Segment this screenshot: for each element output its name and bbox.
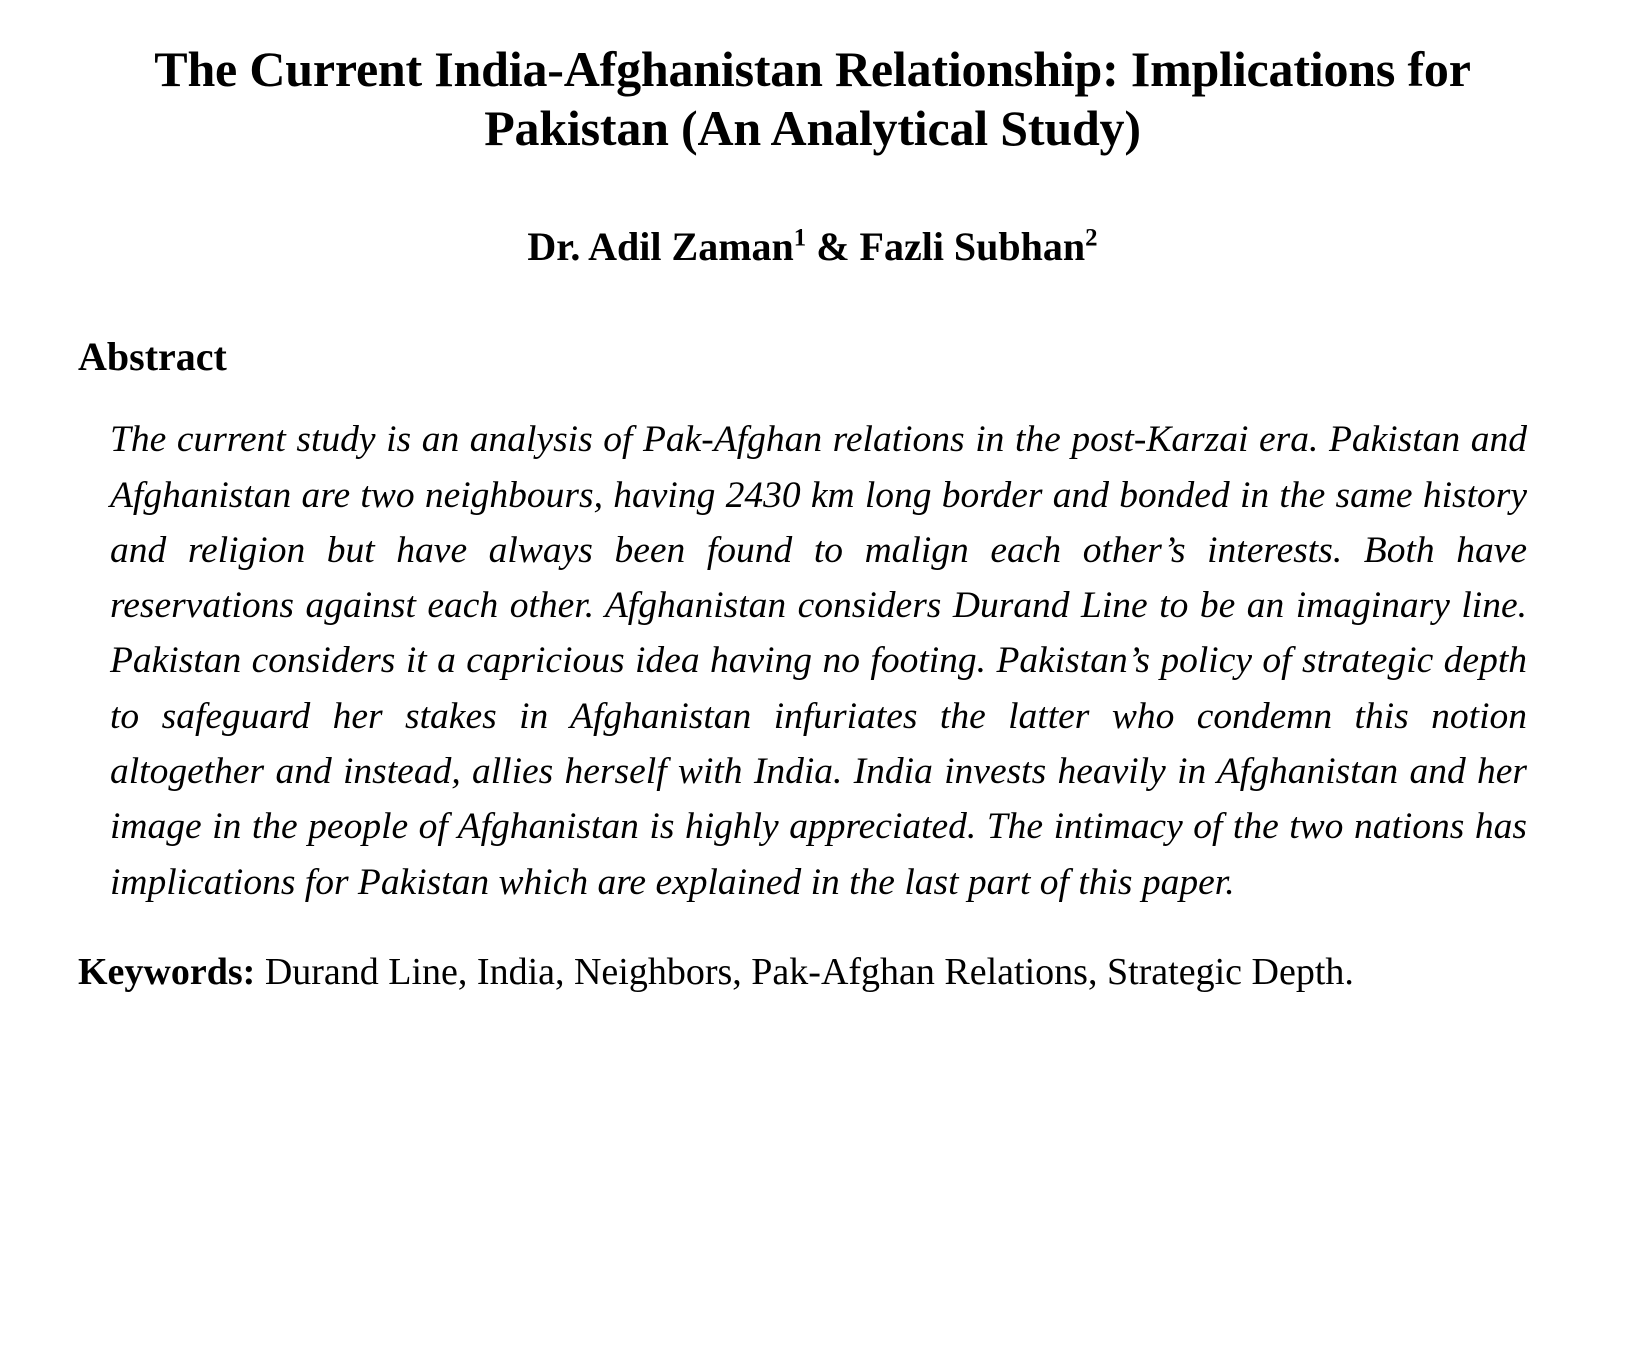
author-affiliation-marker-2: 2 [1085, 224, 1098, 252]
keywords-label: Keywords: [78, 950, 256, 993]
author-name-1: Dr. Adil Zaman [527, 224, 794, 269]
abstract-text: The current study is an analysis of Pak-Afghan relations in the post-Karzai era. Pakistan and Afghanistan are two neighbours, having 2430 km long border and bonded in the same history and religion but have always been found to malign each other’s interests. Both have reservations against each other. Afghanistan considers Durand Line to be an imaginary line. Pakistan considers it a capricious idea having no footing. Pakistan’s policy of strategic depth to safeguard her stakes in Afghanistan infuriates the latter who condemn this notion altogether and instead, allies herself with India. India invests heavily in Afghanistan and her image in the people of Afghanistan is highly appreciated. The intimacy of the two nations has implications for Pakistan which are explained in the last part of this paper. [110, 419, 1527, 903]
author-line [78, 223, 1547, 271]
keywords-values: Durand Line, India, Neighbors, Pak-Afghan Relations, Strategic Depth. [255, 950, 1354, 993]
keywords-line [78, 948, 1547, 997]
author-separator: & [806, 224, 860, 269]
page-title: The Current India-Afghanistan Relationship: Implications for Pakistan (An Analytical Study) [154, 41, 1471, 156]
abstract-heading: Abstract [78, 334, 227, 379]
author-affiliation-marker-1: 1 [793, 224, 807, 252]
author-name-2: Fazli Subhan [859, 224, 1086, 269]
